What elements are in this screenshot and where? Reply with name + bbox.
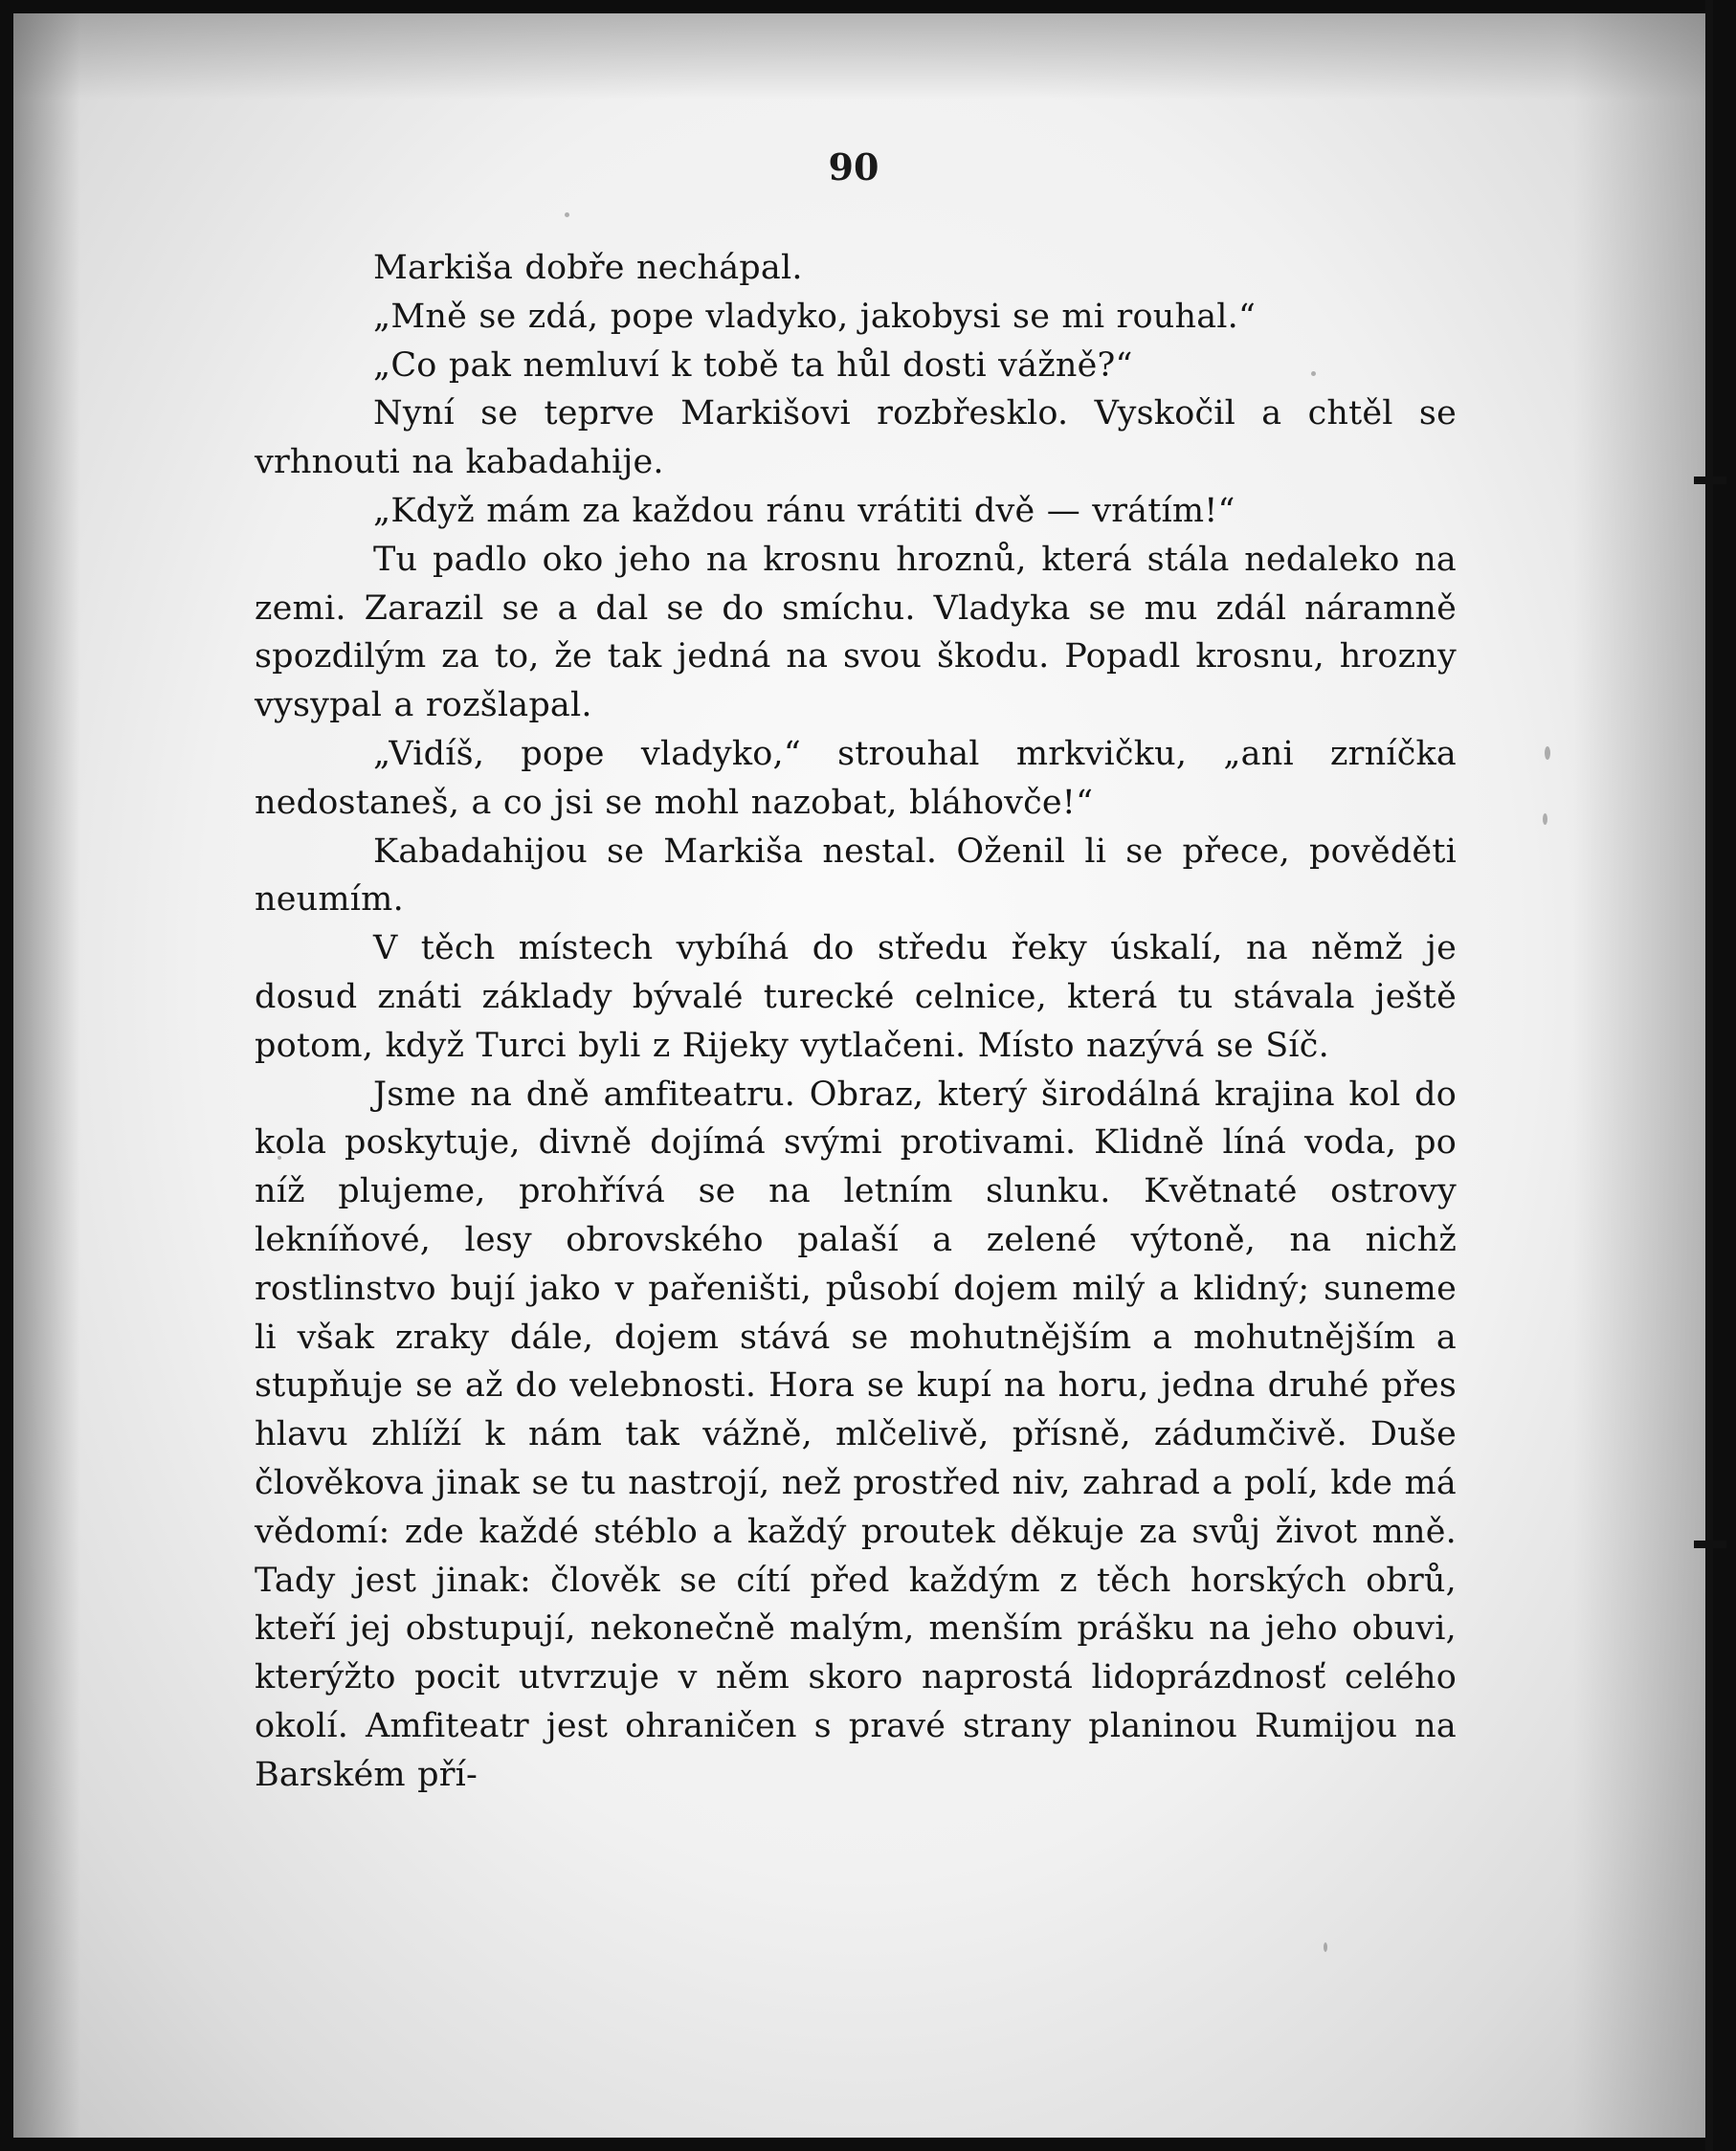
speck	[565, 212, 569, 217]
left-shadow	[13, 13, 80, 2138]
page-number: 90	[828, 145, 879, 188]
speck	[1545, 746, 1550, 760]
binding-tick	[1694, 1541, 1726, 1548]
right-shadow	[1573, 13, 1707, 2138]
paragraph: „Vidíš, pope vladyko,“ strouhal mrkvičku, „ani zrníčka nedostaneš, a co jsi se mohl nazobat, bláhovče!“	[255, 734, 1457, 822]
paragraph: V těch místech vybíhá do středu řeky úskalí, na němž je dosud znáti základy bývalé turecké celnice, která tu stávala ještě potom, když Turci byli z Rijeky vytlačeni. Místo nazývá se Síč.	[255, 929, 1457, 1065]
speck	[1543, 813, 1547, 825]
body-text	[255, 244, 1457, 1800]
binding-rule	[1705, 0, 1713, 2151]
top-shadow	[13, 13, 1707, 100]
paragraph: Tu padlo oko jeho na krosnu hroznů, která stála nedaleko na zemi. Zarazil se a dal se do smíchu. Vladyka se mu zdál náramně spozdilým za to, že tak jedná na svou škodu. Popadl krosnu, hrozny vysypal a rozšlapal.	[255, 540, 1457, 725]
paragraph: Markiša dobře nechápal.	[373, 249, 803, 287]
speck	[1324, 1942, 1327, 1952]
paragraph: Kabadahijou se Markiša nestal. Oženil li se přece, pověděti neumím.	[255, 832, 1457, 920]
paragraph: Nyní se teprve Markišovi rozbřesklo. Vyskočil a chtěl se vrhnouti na kabadahije.	[255, 394, 1457, 482]
paragraph: „Co pak nemluví k tobě ta hůl dosti vážně?“	[373, 345, 1133, 385]
paragraph: Jsme na dně amfiteatru. Obraz, který širodálná krajina kol do kola poskytuje, divně dojímá svými protivami. Klidně líná voda, po níž plujeme, prohřívá se na letním slunku. Květnaté ostrovy lekníňové, lesy obrovského palaší a zelené výtoně, na nichž rostlinstvo bují jako v pařeništi, působí dojem milý a klidný; suneme li však zraky dále, dojem stává se mohutnějším a mohutnějším a stupňuje se až do velebnosti. Hora se kupí na horu, jedna druhé přes hlavu zhlíží k nám tak vážně, mlčelivě, přísně, zádumčivě. Duše člověkova jinak se tu nastrojí, než prostřed niv, zahrad a polí, kde má vědomí: zde každé stéblo a každý proutek děkuje za svůj život mně. Tady jest jinak: člověk se cítí před každým z těch horských obrů, kteří jej obstupují, nekonečně malým, menším prášku na jeho obuvi, kterýžto pocit utvrzuje v něm skoro naprostá lidoprázdnosť celého okolí. Amfiteatr jest ohraničen s pravé strany planinou Rumijou na Barském pří-	[255, 1075, 1457, 1794]
paragraph: „Když mám za každou ránu vrátiti dvě — vrátím!“	[373, 491, 1235, 530]
binding-tick	[1694, 477, 1726, 484]
paragraph: „Mně se zdá, pope vladyko, jakobysi se mi rouhal.“	[373, 297, 1257, 336]
